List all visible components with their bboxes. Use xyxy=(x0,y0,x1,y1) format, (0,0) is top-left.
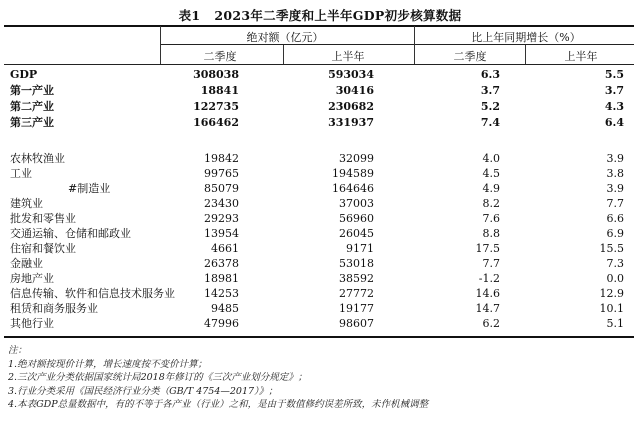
notes-heading: 注： xyxy=(8,345,28,356)
row-label: 第三产业 xyxy=(10,116,54,129)
row-label: 其他行业 xyxy=(10,317,54,330)
table-row xyxy=(4,242,634,256)
cell-h1: 230682 xyxy=(328,100,374,113)
cell-q2: 47996 xyxy=(204,317,239,330)
cell-growth-q2: 3.7 xyxy=(480,84,500,97)
cell-q2: 308038 xyxy=(193,68,239,81)
cell-growth-q2: 5.2 xyxy=(480,100,500,113)
cell-growth-h1: 3.9 xyxy=(606,152,624,165)
row-label: 农林牧渔业 xyxy=(10,152,65,165)
cell-growth-q2: -1.2 xyxy=(478,272,500,285)
cell-q2: 29293 xyxy=(204,212,239,225)
cell-h1: 26045 xyxy=(339,227,374,240)
header-q2-absolute: 二季度 xyxy=(203,50,237,63)
row-label: 住宿和餐饮业 xyxy=(10,242,76,255)
row-label: #制造业 xyxy=(68,182,111,195)
cell-q2: 99765 xyxy=(204,167,239,180)
cell-q2: 26378 xyxy=(204,257,239,270)
cell-growth-h1: 3.9 xyxy=(606,182,624,195)
row-label: 工业 xyxy=(10,167,32,180)
cell-h1: 27772 xyxy=(339,287,374,300)
top-rule xyxy=(4,25,634,27)
cell-growth-q2: 4.9 xyxy=(482,182,500,195)
cell-growth-h1: 0.0 xyxy=(606,272,624,285)
row-label: 第一产业 xyxy=(10,84,54,97)
cell-h1: 56960 xyxy=(339,212,374,225)
cell-h1: 164646 xyxy=(332,182,374,195)
cell-h1: 9171 xyxy=(346,242,374,255)
cell-h1: 38592 xyxy=(339,272,374,285)
cell-h1: 194589 xyxy=(332,167,374,180)
cell-growth-h1: 3.7 xyxy=(604,84,624,97)
row-label: 建筑业 xyxy=(10,197,43,210)
header-h1-absolute: 上半年 xyxy=(331,50,365,63)
cell-growth-q2: 14.6 xyxy=(475,287,500,300)
cell-growth-h1: 10.1 xyxy=(599,302,624,315)
note-4: 4.本表GDP总量数据中，有的不等于各产业（行业）之和，是由于数值修约误差所致，未作机械调整 xyxy=(8,399,429,410)
cell-growth-h1: 7.7 xyxy=(606,197,624,210)
header-divider-3 xyxy=(414,26,415,64)
row-label: 租赁和商务服务业 xyxy=(10,302,98,315)
cell-h1: 331937 xyxy=(328,116,374,129)
row-label: GDP xyxy=(10,68,38,81)
cell-growth-q2: 4.0 xyxy=(482,152,500,165)
cell-q2: 4661 xyxy=(211,242,239,255)
cell-growth-h1: 7.3 xyxy=(606,257,624,270)
cell-q2: 18841 xyxy=(200,84,239,97)
table-row xyxy=(4,84,634,98)
row-label: 交通运输、仓储和邮政业 xyxy=(10,227,131,240)
cell-q2: 166462 xyxy=(193,116,239,129)
header-q2-growth: 二季度 xyxy=(453,50,487,63)
table-row xyxy=(4,152,634,166)
cell-q2: 18981 xyxy=(204,272,239,285)
table-row xyxy=(4,167,634,181)
cell-growth-q2: 7.6 xyxy=(482,212,500,225)
cell-growth-q2: 14.7 xyxy=(475,302,500,315)
cell-q2: 23430 xyxy=(204,197,239,210)
table-row xyxy=(4,68,634,82)
cell-h1: 593034 xyxy=(328,68,374,81)
table-row xyxy=(4,257,634,271)
cell-q2: 13954 xyxy=(204,227,239,240)
cell-growth-h1: 5.1 xyxy=(606,317,624,330)
table-row xyxy=(4,116,634,130)
cell-h1: 19177 xyxy=(339,302,374,315)
table-number: 表1 xyxy=(178,8,201,23)
table-row xyxy=(4,212,634,226)
cell-growth-q2: 6.3 xyxy=(480,68,500,81)
bottom-rule xyxy=(4,336,634,338)
header-growth: 比上年同期增长（%） xyxy=(471,31,581,44)
note-2: 2.三次产业分类依据国家统计局2018年修订的《三次产业划分规定》； xyxy=(8,372,308,383)
cell-q2: 85079 xyxy=(204,182,239,195)
row-label: 房地产业 xyxy=(10,272,54,285)
header-divider-4 xyxy=(525,45,526,64)
cell-h1: 30416 xyxy=(335,84,374,97)
cell-growth-h1: 6.6 xyxy=(606,212,624,225)
cell-growth-h1: 3.8 xyxy=(606,167,624,180)
cell-growth-h1: 15.5 xyxy=(599,242,624,255)
cell-q2: 122735 xyxy=(193,100,239,113)
cell-h1: 53018 xyxy=(339,257,374,270)
row-label: 第二产业 xyxy=(10,100,54,113)
table-row xyxy=(4,100,634,114)
cell-q2: 19842 xyxy=(204,152,239,165)
cell-growth-q2: 7.7 xyxy=(482,257,500,270)
table-row xyxy=(4,182,634,196)
header-divider-1 xyxy=(160,26,161,64)
cell-growth-h1: 12.9 xyxy=(599,287,624,300)
header-divider-2 xyxy=(283,45,284,64)
table-title xyxy=(0,6,640,24)
row-label: 信息传输、软件和信息技术服务业 xyxy=(10,287,175,300)
cell-h1: 98607 xyxy=(339,317,374,330)
cell-q2: 9485 xyxy=(211,302,239,315)
cell-growth-q2: 17.5 xyxy=(475,242,500,255)
cell-growth-h1: 5.5 xyxy=(604,68,624,81)
note-3: 3.行业分类采用《国民经济行业分类（GB/T 4754—2017）》； xyxy=(8,385,278,397)
cell-growth-h1: 6.4 xyxy=(604,116,624,129)
cell-growth-q2: 6.2 xyxy=(482,317,500,330)
table-row xyxy=(4,197,634,211)
table-row xyxy=(4,227,634,241)
header-h1-growth: 上半年 xyxy=(564,50,598,63)
header-mid-rule xyxy=(160,44,634,45)
table-row xyxy=(4,302,634,316)
header-absolute: 绝对额（亿元） xyxy=(246,31,324,44)
table-notes xyxy=(8,344,632,412)
cell-growth-q2: 7.4 xyxy=(480,116,500,129)
cell-growth-q2: 4.5 xyxy=(482,167,500,180)
cell-growth-q2: 8.8 xyxy=(482,227,500,240)
cell-growth-h1: 4.3 xyxy=(604,100,624,113)
cell-growth-q2: 8.2 xyxy=(482,197,500,210)
cell-h1: 37003 xyxy=(339,197,374,210)
cell-q2: 14253 xyxy=(204,287,239,300)
header-bottom-rule xyxy=(4,64,634,65)
cell-h1: 32099 xyxy=(339,152,374,165)
row-label: 批发和零售业 xyxy=(10,212,76,225)
table-row xyxy=(4,287,634,301)
table-row xyxy=(4,272,634,286)
row-label: 金融业 xyxy=(10,257,43,270)
table-title-text: 2023年二季度和上半年GDP初步核算数据 xyxy=(214,8,462,23)
cell-growth-h1: 6.9 xyxy=(606,227,624,240)
note-1: 1.绝对额按现价计算，增长速度按不变价计算； xyxy=(8,358,208,370)
table-row xyxy=(4,317,634,331)
